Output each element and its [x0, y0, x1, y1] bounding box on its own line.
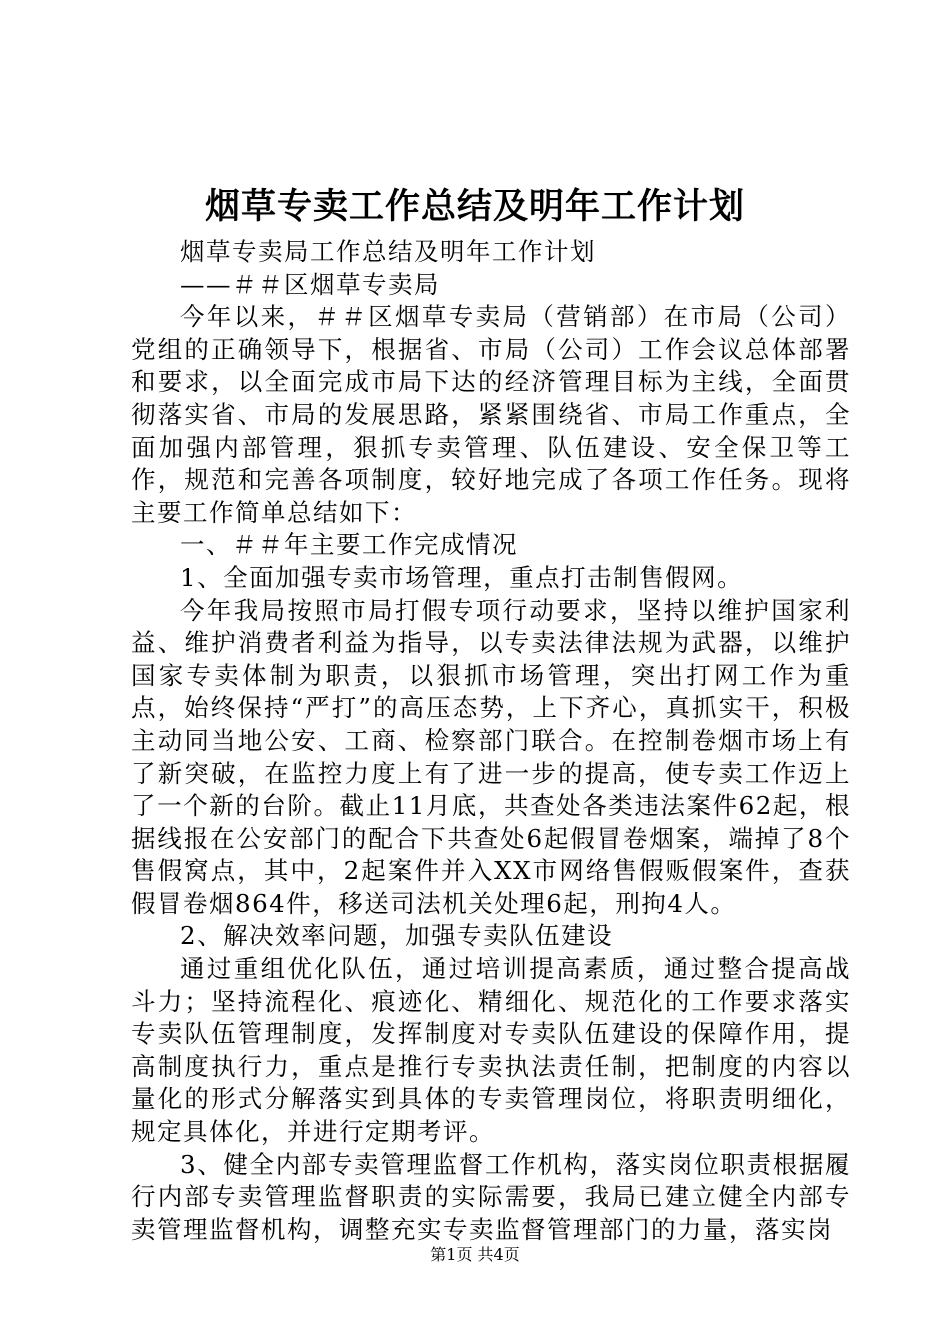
subtitle: 烟草专卖局工作总结及明年工作计划: [180, 237, 596, 266]
subheading-2: 2、解决效率问题，加强专卖队伍建设: [180, 921, 614, 951]
section-heading-1: 一、＃＃年主要工作完成情况: [180, 530, 518, 560]
subheading-1: 1、全面加强专卖市场管理，重点打击制售假网。: [180, 562, 744, 592]
author-line: ——＃＃区烟草专卖局: [180, 269, 440, 299]
page-number: 第1页 共4页: [430, 1245, 520, 1264]
paragraph-internal-supervision: 3、健全内部专卖管理监督工作机构，落实岗位职责根据履行内部专卖管理监督职责的实际需要，我局已建立健全内部专卖管理监督机构，调整充实专卖监督管理部门的力量，落实岗: [131, 1149, 851, 1244]
document-body: [131, 236, 851, 1246]
paragraph-team-building: 通过重组优化队伍，通过培训提高素质，通过整合提高战斗力；坚持流程化、痕迹化、精细化、规范化的工作要求落实专卖队伍管理制度，发挥制度对专卖队伍建设的保障作用，提高制度执行力，重点是推行专卖执法责任制，把制度的内容以量化的形式分解落实到具体的专卖管理岗位，将职责明细化，规定具体化，并进行定期考评。: [131, 954, 851, 1147]
intro-paragraph: 今年以来，＃＃区烟草专卖局（营销部）在市局（公司）党组的正确领导下，根据省、市局（公司）工作会议总体部署和要求，以全面完成市局下达的经济管理目标为主线，全面贯彻落实省、市局的发展思路，紧紧围绕省、市局工作重点，全面加强内部管理，狠抓专卖管理、队伍建设、安全保卫等工作，规范和完善各项制度，较好地完成了各项工作任务。现将主要工作简单总结如下：: [131, 302, 851, 527]
document-title: 烟草专卖工作总结及明年工作计划: [204, 186, 745, 227]
paragraph-market-management: 今年我局按照市局打假专项行动要求，坚持以维护国家利益、维护消费者利益为指导，以专卖法律法规为武器，以维护国家专卖体制为职责，以狠抓市场管理，突出打网工作为重点，始终保持“严打”的高压态势，上下齐心，真抓实干，积极主动同当地公安、工商、检察部门联合。在控制卷烟市场上有了新突破，在监控力度上有了进一步的提高，使专卖工作迈上了一个新的台阶。截止11月底，共查处各类违法案件62起，根据线报在公安部门的配合下共查处6起假冒卷烟案，端掉了8个售假窝点，其中，2起案件并入XX市网络售假贩假案件，查获假冒卷烟864件，移送司法机关处理6起，刑拘4人。: [131, 595, 851, 918]
